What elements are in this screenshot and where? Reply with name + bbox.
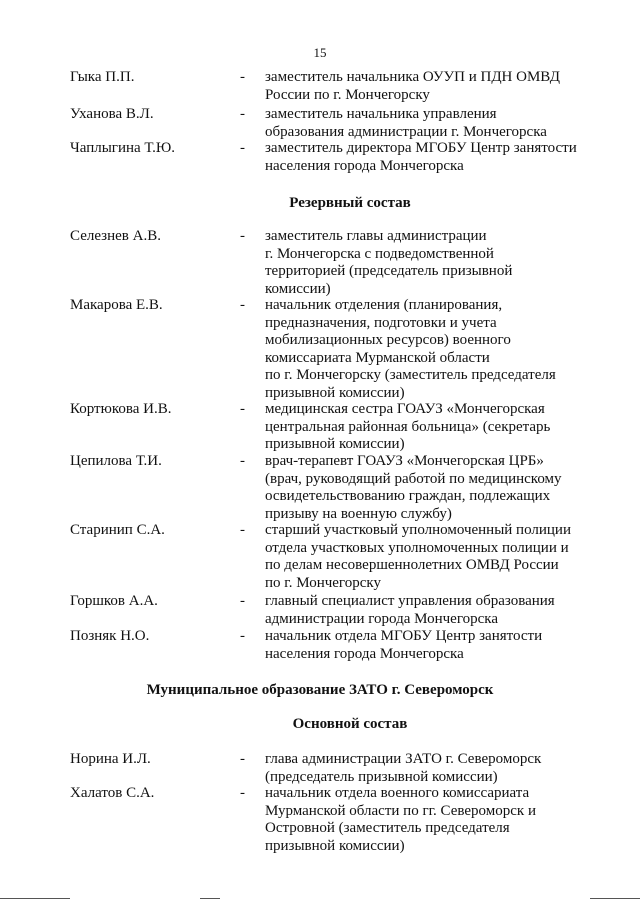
section-heading-main: Основной состав [292,716,408,732]
dash-separator: - [240,628,245,644]
member-name: Старинип С.А. [70,522,165,538]
dash-separator: - [240,593,245,609]
member-position: начальник отдела МГОБУ Центр занятости населения города Мончегорска [265,628,543,662]
section-heading-municipality: Муниципальное образование ЗАТО г. Североморск [146,682,494,698]
member-position: начальник отделения (планирования, предназначения, подготовки и учета мобилизационных ресурсов) военного комиссариата Мурманской области по г. Мончегорску (заместитель председателя призывной комиссии) [265,297,556,401]
page-number: 15 [313,45,327,60]
member-position: заместитель начальника управления образования администрации г. Мончегорска [265,106,547,140]
member-name: Норина И.Л. [70,751,151,767]
member-name: Макарова Е.В. [70,297,163,313]
dash-separator: - [240,453,245,469]
member-position: врач-терапевт ГОАУЗ «Мончегорская ЦРБ» (врач, руководящий работой по медицинскому освидетельствованию граждан, подлежащих призыву на военную службу) [265,453,562,522]
member-position: старший участковый уполномоченный полиции отдела участковых уполномоченных полиции и по делам несовершеннолетних ОМВД России по г. Мончегорску [265,522,571,591]
member-position: главный специалист управления образования администрации города Мончегорска [265,593,555,627]
dash-separator: - [240,106,245,122]
scan-edge-line [590,898,640,899]
member-position: начальник отдела военного комиссариата Мурманской области по гг. Североморск и Островной (заместитель председателя призывной комиссии) [265,785,536,854]
section-heading-reserve: Резервный состав [289,195,411,211]
member-position: медицинская сестра ГОАУЗ «Мончегорская центральная районная больница» (секретарь призывной комиссии) [265,401,551,452]
member-name: Селезнев А.В. [70,228,161,244]
scan-edge-line [0,898,70,899]
member-position: заместитель начальника ОУУП и ПДН ОМВД России по г. Мончегорску [265,69,560,103]
member-position: заместитель главы администрации г. Мончегорска с подведомственной территорией (председатель призывной комиссии) [265,228,513,297]
dash-separator: - [240,751,245,767]
scan-edge-line [200,898,220,899]
member-name: Горшков А.А. [70,593,158,609]
dash-separator: - [240,140,245,156]
member-position: глава администрации ЗАТО г. Североморск (председатель призывной комиссии) [265,751,542,785]
dash-separator: - [240,785,245,801]
dash-separator: - [240,297,245,313]
member-name: Гыка П.П. [70,69,135,85]
member-name: Уханова В.Л. [70,106,154,122]
member-name: Кортюкова И.В. [70,401,172,417]
dash-separator: - [240,522,245,538]
dash-separator: - [240,401,245,417]
dash-separator: - [240,69,245,85]
member-name: Чаплыгина Т.Ю. [70,140,175,156]
member-position: заместитель директора МГОБУ Центр занятости населения города Мончегорска [265,140,577,174]
dash-separator: - [240,228,245,244]
member-name: Халатов С.А. [70,785,155,801]
member-name: Цепилова Т.И. [70,453,162,469]
member-name: Позняк Н.О. [70,628,150,644]
